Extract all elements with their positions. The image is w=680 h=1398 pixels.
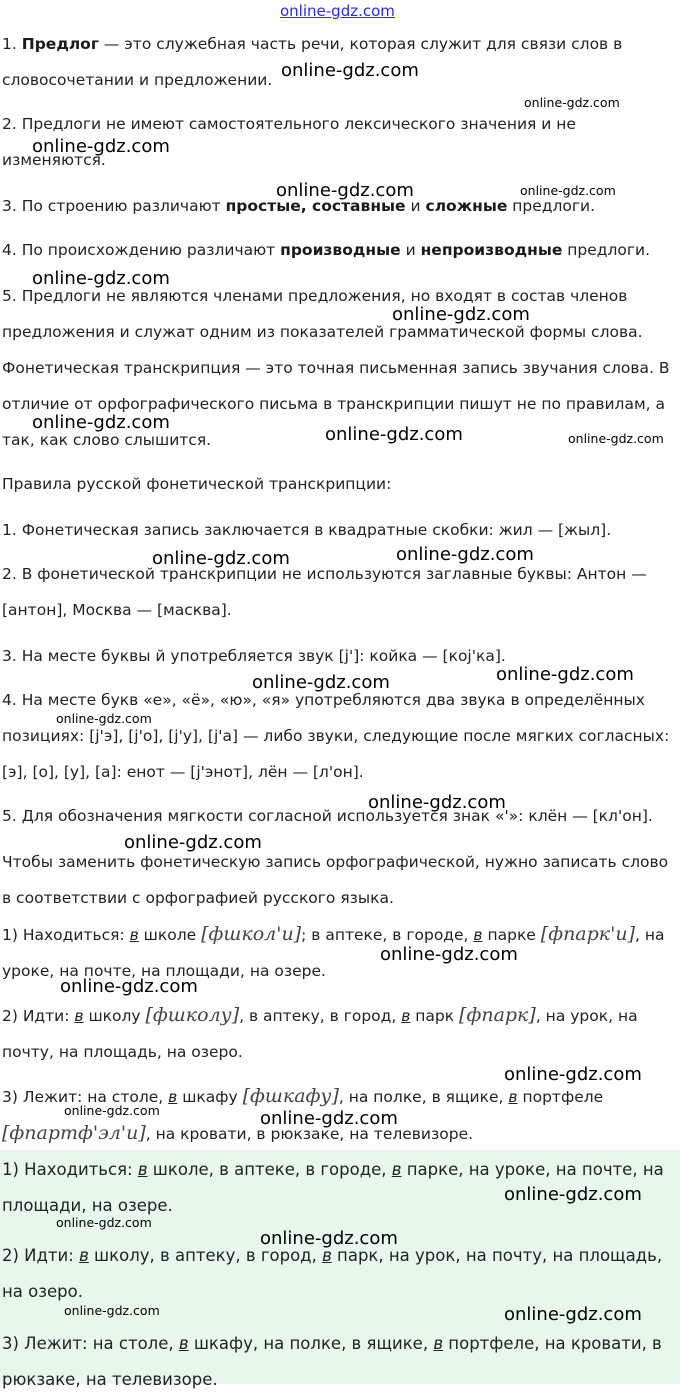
example-2: 2) Идти: в школу [фшколу], в аптеку, в город, в парк [фпарк], на урок, на почту, на площадь, на озеро. <box>2 1004 638 1061</box>
watermark: online-gdz.com <box>32 268 170 289</box>
term-predlog: Предлог <box>21 35 99 53</box>
transcription-intro: Фонетическая транскрипция — это точная письменная запись звучания слова. В отличие от орфографического письма в транскрипции пишут не по правилам, а так, как слово слышится. <box>2 359 670 449</box>
paragraph-5: 5. Предлоги не являются членами предложения, но входят в состав членов предложения и служат одним из показателей грамматической формы слова. <box>2 287 643 341</box>
rule-1: 1. Фонетическая запись заключается в квадратные скобки: жил — [жыл]. <box>2 521 612 539</box>
watermark: online-gdz.com <box>504 1184 642 1205</box>
watermark: online-gdz.com <box>56 1215 152 1230</box>
watermark: online-gdz.com <box>56 711 152 726</box>
answer-1: 1) Находиться: в школе, в аптеке, в городе, в парке, на уроке, на почте, на площади, на озере. <box>2 1160 664 1215</box>
watermark: online-gdz.com <box>276 180 414 201</box>
watermark: online-gdz.com <box>152 548 290 569</box>
watermark: online-gdz.com <box>396 544 534 565</box>
rules-title: Правила русской фонетической транскрипции: <box>2 475 392 493</box>
watermark: online-gdz.com <box>392 304 530 325</box>
watermark: online-gdz.com <box>252 672 390 693</box>
watermark: online-gdz.com <box>60 976 198 997</box>
paragraph-3: 3. По строению различают простые, составные и сложные предлоги. <box>2 197 596 215</box>
watermark: online-gdz.com <box>520 183 616 198</box>
answer-2: 2) Идти: в школу, в аптеку, в город, в парк, на урок, на почту, на площадь, на озеро. <box>2 1246 663 1301</box>
rule-3: 3. На месте буквы й употребляется звук [j']: койка — [коj'ка]. <box>2 647 506 665</box>
watermark: online-gdz.com <box>524 95 620 110</box>
paragraph-4: 4. По происхождению различают производные и непроизводные предлоги. <box>2 241 651 259</box>
top-watermark-link[interactable]: online-gdz.com <box>280 2 395 20</box>
watermark: online-gdz.com <box>260 1228 398 1249</box>
example-3: 3) Лежит: на столе, в шкафу [фшкафу], на полке, в ящике, в портфеле [фпартф'эл'и], на кровати, в рюкзаке, на телевизоре. <box>2 1085 604 1144</box>
watermark: online-gdz.com <box>64 1103 160 1118</box>
watermark: online-gdz.com <box>504 1064 642 1085</box>
watermark: online-gdz.com <box>32 412 170 433</box>
watermark: online-gdz.com <box>124 832 262 853</box>
example-1: 1) Находиться: в школе [фшкол'и]; в аптеке, в городе, в парке [фпарк'и], на уроке, на почте, на площади, на озере. <box>2 923 665 980</box>
watermark: online-gdz.com <box>568 431 664 446</box>
answer-3: 3) Лежит: на столе, в шкафу, на полке, в ящике, в портфеле, на кровати, в рюкзаке, на телевизоре. <box>2 1334 662 1389</box>
watermark: online-gdz.com <box>281 60 419 81</box>
watermark: online-gdz.com <box>380 944 518 965</box>
rule-2: 2. В фонетической транскрипции не используются заглавные буквы: Антон — [антон], Москва — [масква]. <box>2 565 647 619</box>
paragraph-1: 1. Предлог — это служебная часть речи, которая служит для связи слов в словосочетании и предложении. <box>2 35 623 89</box>
conversion-note: Чтобы заменить фонетическую запись орфографической, нужно записать слово в соответствии с орфографией русского языка. <box>2 853 669 907</box>
paragraph-2: 2. Предлоги не имеют самостоятельного лексического значения и не изменяются. <box>2 115 576 169</box>
rule-5: 5. Для обозначения мягкости согласной используется знак «'»: клён — [кл'он]. <box>2 807 653 825</box>
rule-4: 4. На месте букв «е», «ё», «ю», «я» употребляются два звука в определённых позициях: [j'э], [j'о], [j'у], [j'а] — либо звуки, следующие после мягких согласных: [э], [о], [у], [а]: енот — [j'энот], лён — [л'он]. <box>2 691 670 781</box>
watermark: online-gdz.com <box>260 1108 398 1129</box>
watermark: online-gdz.com <box>325 424 463 445</box>
watermark: online-gdz.com <box>368 792 506 813</box>
watermark: online-gdz.com <box>32 136 170 157</box>
watermark: online-gdz.com <box>504 1304 642 1325</box>
watermark: online-gdz.com <box>496 664 634 685</box>
watermark: online-gdz.com <box>64 1303 160 1318</box>
